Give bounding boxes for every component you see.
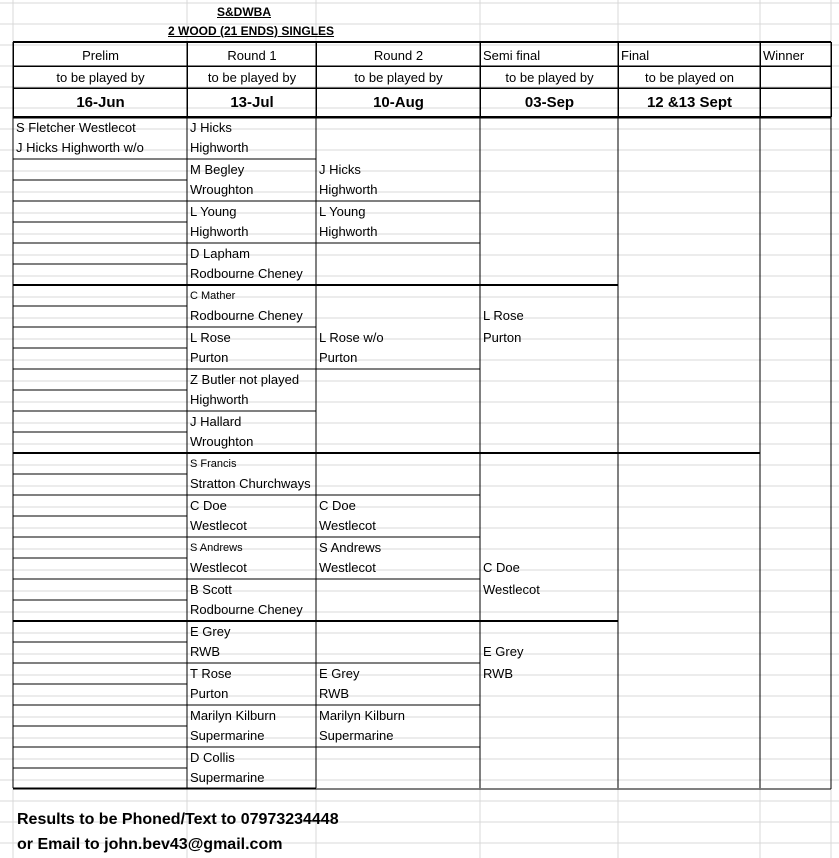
deadline-note-semifinal: to be played by <box>505 70 594 85</box>
round2-player-club: Highworth <box>319 182 378 197</box>
round2-player-name: Marilyn Kilburn <box>319 708 405 723</box>
round-header-winner: Winner <box>763 48 805 63</box>
deadline-date-prelim: 16-Jun <box>76 94 125 111</box>
semifinal-player-club: Purton <box>483 330 522 345</box>
round1-player-club: Rodbourne Cheney <box>190 308 303 323</box>
semifinal-player-name: L Rose <box>483 308 524 323</box>
round-header-round1: Round 1 <box>227 48 277 63</box>
round1-player-name: D Collis <box>190 750 235 765</box>
deadline-note-round1: to be played by <box>207 70 297 85</box>
round1-player-club: Rodbourne Cheney <box>190 602 303 617</box>
round2-player-club: Purton <box>319 350 358 365</box>
deadline-note-round2: to be played by <box>354 70 443 85</box>
round1-player-name: B Scott <box>190 582 232 597</box>
round1-player-club: Supermarine <box>190 728 265 743</box>
organisation-title: S&DWBA <box>217 5 271 19</box>
round1-player-club: Westlecot <box>190 560 247 575</box>
semifinal-player-club: Westlecot <box>483 582 540 597</box>
round1-player-name: Z Butler not played <box>190 372 300 387</box>
deadline-note-final: to be played on <box>645 70 734 85</box>
round1-player-name: E Grey <box>190 624 231 639</box>
round1-player-name: L Young <box>190 204 237 219</box>
deadline-date-final: 12 &13 Sept <box>646 94 733 111</box>
round2-player-name: L Young <box>319 204 366 219</box>
round1-player-name: L Rose <box>190 330 231 345</box>
round1-player-club: Purton <box>190 350 229 365</box>
round1-player-name: C Doe <box>190 498 227 513</box>
round1-player-name: J Hicks <box>190 120 232 135</box>
semifinal-player-name: E Grey <box>483 644 524 659</box>
round1-player-club: Wroughton <box>190 434 254 449</box>
round2-player-club: RWB <box>319 686 350 701</box>
round1-player-club: Highworth <box>190 224 249 239</box>
round1-player-club: Highworth <box>190 140 249 155</box>
round2-player-club: Highworth <box>319 224 378 239</box>
round2-player-name: J Hicks <box>319 162 361 177</box>
round1-player-club: RWB <box>190 644 221 659</box>
round2-player-name: L Rose w/o <box>319 330 384 345</box>
round1-player-name: M Begley <box>190 162 245 177</box>
round1-player-name: D Lapham <box>190 246 250 261</box>
round-header-semifinal: Semi final <box>483 48 541 63</box>
round1-player-club: Stratton Churchways <box>190 476 311 491</box>
round1-player-club: Westlecot <box>190 518 247 533</box>
round-header-final: Final <box>621 48 650 63</box>
prelim-player-1: S Fletcher Westlecot <box>16 120 136 135</box>
semifinal-player-club: RWB <box>483 666 514 681</box>
round1-player-name: T Rose <box>190 666 232 681</box>
round1-player-club: Highworth <box>190 392 249 407</box>
deadline-date-round1: 13-Jul <box>230 94 274 111</box>
round1-player-name: Marilyn Kilburn <box>190 708 276 723</box>
deadline-date-round2: 10-Aug <box>373 94 424 111</box>
semifinal-player-name: C Doe <box>483 560 520 575</box>
results-email-instruction: or Email to john.bev43@gmail.com <box>17 836 283 853</box>
competition-title: 2 WOOD (21 ENDS) SINGLES <box>168 24 335 38</box>
round1-player-name: S Andrews <box>190 542 243 554</box>
deadline-date-semifinal: 03-Sep <box>524 94 575 111</box>
round2-player-name: S Andrews <box>319 540 382 555</box>
round1-player-name: J Hallard <box>190 414 242 429</box>
deadline-note-prelim: to be played by <box>56 70 145 85</box>
round-header-prelim: Prelim <box>82 48 119 63</box>
round1-player-club: Wroughton <box>190 182 254 197</box>
round1-player-name: S Francis <box>190 458 237 470</box>
round2-player-club: Westlecot <box>319 518 376 533</box>
round1-player-club: Supermarine <box>190 770 265 785</box>
round2-player-name: C Doe <box>319 498 356 513</box>
round1-player-club: Rodbourne Cheney <box>190 266 303 281</box>
round1-player-name: C Mather <box>190 290 236 302</box>
round-header-round2: Round 2 <box>373 48 424 63</box>
results-phone-instruction: Results to be Phoned/Text to 07973234448 <box>17 811 339 828</box>
prelim-player-2: J Hicks Highworth w/o <box>16 140 144 155</box>
round2-player-name: E Grey <box>319 666 360 681</box>
round1-player-club: Purton <box>190 686 229 701</box>
round2-player-club: Westlecot <box>319 560 376 575</box>
round2-player-club: Supermarine <box>319 728 394 743</box>
